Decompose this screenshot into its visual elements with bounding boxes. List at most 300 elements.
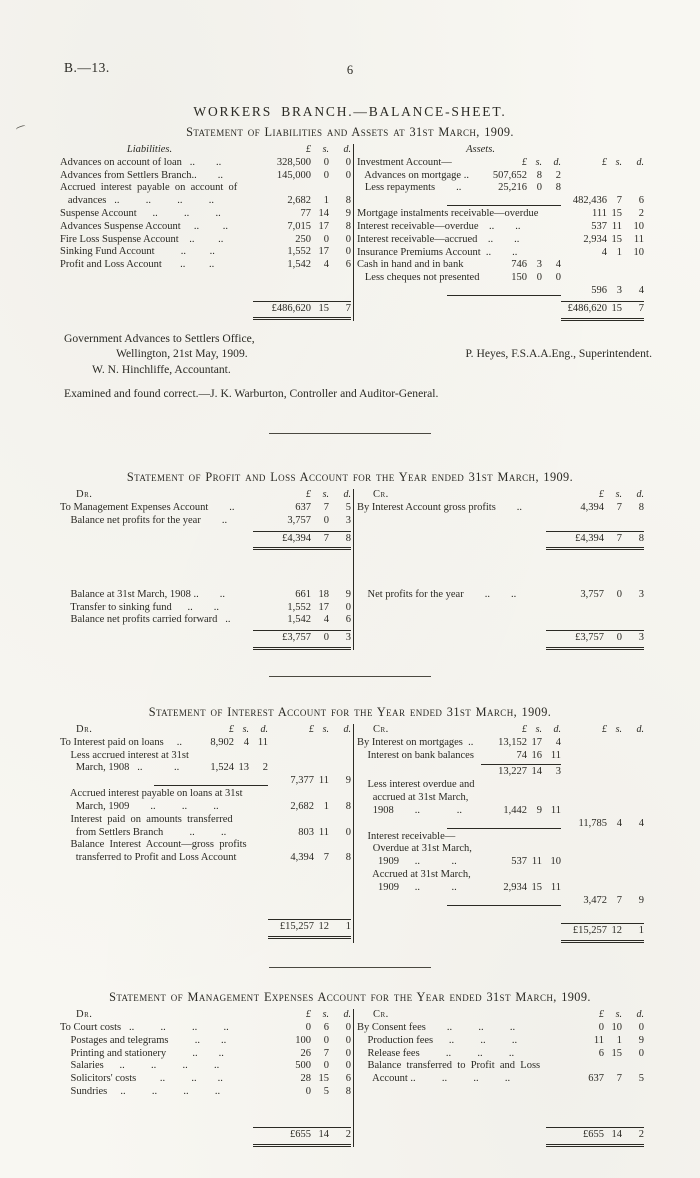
- ledger-line: [357, 856, 644, 869]
- amount-shillings: 14: [311, 1127, 329, 1147]
- ledger-label: By Interest on mortgages ..: [357, 736, 474, 748]
- amount-pence: 0: [345, 1021, 351, 1033]
- section-divider: [269, 433, 431, 434]
- ledger-label: By Consent fees .. .. ..: [357, 1021, 516, 1033]
- carry-rule: [154, 775, 268, 786]
- amount-shillings: 13: [238, 762, 249, 774]
- ledger-line: [357, 221, 644, 234]
- ledger-label: Cr.: [373, 489, 389, 501]
- amount-pence: 8: [329, 531, 351, 551]
- amount-shillings: 0: [536, 272, 542, 284]
- ledger-label: Suspense Account .. .. ..: [60, 207, 221, 219]
- ledger-label: Assets.: [466, 144, 495, 155]
- amount-pounds: £15,257: [561, 923, 607, 943]
- amount-pence: 3: [345, 514, 351, 526]
- amount-pence: 5: [638, 1073, 644, 1085]
- amount-pence: 5: [345, 502, 351, 514]
- ledger-label: Sundries .. .. .. ..: [60, 1085, 221, 1097]
- amount-pence: 9: [345, 588, 351, 600]
- interest-account-title: Statement of Interest Account for the Year ended 31st March, 1909.: [148, 705, 552, 720]
- amount-pence: 0: [345, 1047, 351, 1059]
- amount-shillings: s.: [322, 144, 329, 155]
- amount-shillings: 10: [611, 1021, 622, 1033]
- ledger-line: [357, 818, 644, 831]
- ledger-label: Accrued at 31st March,: [357, 869, 471, 880]
- ledger-line: [357, 531, 644, 551]
- amount-shillings: 4: [323, 614, 329, 626]
- amount-pounds: 4,394: [580, 502, 604, 514]
- amount-pence: 0: [345, 826, 351, 838]
- amount-pence: d.: [343, 724, 351, 736]
- amount-pounds: £: [599, 1009, 604, 1021]
- ledger-line: [60, 724, 351, 737]
- amount-shillings: 11: [318, 775, 329, 787]
- amount-pence: d.: [553, 724, 561, 736]
- amount-pounds: 2,934: [503, 881, 527, 893]
- amount-pence: 0: [345, 246, 351, 258]
- ledger-label: 1909 .. ..: [357, 856, 457, 868]
- ledger-line: [60, 919, 351, 939]
- amount-pence: 0: [345, 156, 351, 168]
- ledger-line: [357, 805, 644, 818]
- amount-pence: 7: [622, 301, 644, 321]
- amount-pence: 4: [555, 736, 561, 748]
- ledger-line: [60, 221, 351, 234]
- liabilities-column: [60, 144, 353, 321]
- amount-pence: 9: [345, 775, 351, 787]
- amount-pounds: £: [602, 156, 607, 168]
- amount-pence: 11: [550, 881, 561, 893]
- ledger-line: [60, 259, 351, 272]
- amount-pounds: 0: [305, 1085, 311, 1097]
- amount-pounds: 1,552: [287, 246, 311, 258]
- amount-pounds: 2,682: [290, 801, 314, 813]
- ledger-line: [60, 144, 351, 157]
- amount-pounds: 74: [516, 749, 527, 761]
- amount-pence: 8: [345, 801, 351, 813]
- ledger-line: [357, 869, 644, 882]
- ledger-line: [357, 259, 644, 272]
- amount-pence: 3: [638, 588, 644, 600]
- amount-pence: d.: [343, 1009, 351, 1021]
- ledger-line: [60, 775, 351, 788]
- amount-pence: 4: [638, 285, 644, 297]
- ledger-line: [60, 515, 351, 528]
- amount-pence: 8: [555, 182, 561, 194]
- amount-pence: 0: [345, 1034, 351, 1046]
- amount-pounds: 11,785: [578, 817, 607, 829]
- amount-pence: d.: [260, 724, 268, 736]
- ledger-line: [60, 865, 351, 878]
- amount-pounds: £: [599, 489, 604, 501]
- amount-pounds: 637: [588, 1073, 604, 1085]
- ledger-line: [60, 157, 351, 170]
- ledger-line: [60, 801, 351, 814]
- ledger-line: [357, 515, 644, 528]
- amount-shillings: s.: [615, 489, 622, 501]
- amount-shillings: 0: [311, 630, 329, 650]
- ledger-label: Solicitors' costs .. .. ..: [60, 1073, 223, 1085]
- amount-pounds: £: [306, 489, 311, 501]
- ledger-line: [60, 272, 351, 285]
- amount-pounds: 1,524: [210, 762, 234, 774]
- amount-shillings: 0: [616, 588, 622, 600]
- ledger-line: [60, 550, 351, 563]
- amount-shillings: 15: [611, 233, 622, 245]
- amount-pence: d.: [343, 144, 351, 155]
- ledger-label: Cr.: [373, 724, 389, 736]
- amount-pounds: 4,394: [290, 852, 314, 864]
- amount-pounds: 13,227: [481, 764, 527, 779]
- amount-pounds: 28: [300, 1073, 311, 1085]
- ledger-label: Accrued interest payable on account of: [60, 182, 238, 194]
- document-reference: B.—13.: [64, 60, 110, 75]
- ledger-line: [357, 630, 644, 650]
- amount-shillings: 5: [323, 1085, 329, 1097]
- carry-rule: [447, 818, 561, 829]
- amount-shillings: 0: [604, 630, 622, 650]
- amount-pounds: 661: [295, 588, 311, 600]
- amount-shillings: 17: [318, 601, 329, 613]
- ledger-line: [357, 779, 644, 792]
- ledger-line: [60, 234, 351, 247]
- amount-pounds: £: [229, 724, 234, 736]
- amount-pounds: £4,394: [546, 531, 604, 551]
- amount-shillings: s.: [242, 724, 249, 736]
- amount-pence: 10: [633, 220, 644, 232]
- amount-shillings: 4: [243, 736, 249, 748]
- amount-shillings: 15: [318, 1073, 329, 1085]
- ledger-label: advances .. .. .. ..: [60, 195, 214, 207]
- ledger-line: [60, 827, 351, 840]
- amount-shillings: 7: [323, 852, 329, 864]
- ledger-line: [60, 589, 351, 602]
- amount-shillings: s.: [535, 724, 542, 736]
- amount-pounds: 500: [295, 1060, 311, 1072]
- amount-shillings: 12: [314, 919, 329, 939]
- amount-pence: d.: [636, 489, 644, 501]
- amount-pounds: £: [309, 724, 314, 736]
- amount-pounds: 26: [300, 1047, 311, 1059]
- ledger-line: [357, 195, 644, 208]
- ledger-label: Balance transferred to Profit and Loss: [357, 1060, 541, 1072]
- ledger-line: [60, 285, 351, 298]
- amount-pence: 1: [622, 923, 644, 943]
- ledger-label: Insurance Premiums Account .. ..: [357, 246, 518, 258]
- amount-pounds: £: [306, 144, 311, 155]
- amount-shillings: 11: [611, 220, 622, 232]
- amount-pounds: 7,015: [287, 220, 311, 232]
- amount-shillings: s.: [615, 156, 622, 168]
- amount-pence: 3: [329, 630, 351, 650]
- amount-shillings: 11: [318, 826, 329, 838]
- signature-row: [64, 346, 700, 362]
- ledger-label: Advances Suspense Account .. ..: [60, 220, 228, 232]
- ledger-line: [60, 208, 351, 221]
- amount-pence: 11: [550, 749, 561, 761]
- ledger-line: [357, 1099, 644, 1112]
- balance-sheet-title: WORKERS BRANCH.—BALANCE-SHEET.: [193, 104, 507, 119]
- amount-pounds: 746: [511, 259, 527, 271]
- management-dr-column: [60, 1009, 353, 1147]
- amount-pounds: 13,152: [498, 736, 527, 748]
- ledger-line: [60, 878, 351, 891]
- ledger-line: [357, 882, 644, 895]
- ledger-label: Cash in hand and in bank: [357, 259, 464, 271]
- amount-shillings: 7: [616, 195, 622, 207]
- amount-shillings: 3: [616, 285, 622, 297]
- amount-pounds: 537: [591, 220, 607, 232]
- ledger-line: [60, 630, 351, 650]
- amount-shillings: 0: [323, 156, 329, 168]
- amount-pence: 3: [542, 764, 561, 779]
- ledger-line: [357, 576, 644, 589]
- ledger-label: Advances on account of loan .. ..: [60, 156, 222, 168]
- superintendent-signature: P. Heyes, F.S.A.A.Eng., Superintendent.: [465, 347, 652, 361]
- amount-shillings: 9: [536, 804, 542, 816]
- ledger-label: Interest paid on amounts transferred: [60, 813, 233, 825]
- section-divider: [269, 676, 431, 677]
- amount-pounds: 537: [511, 856, 527, 868]
- amount-shillings: s.: [322, 1009, 329, 1021]
- ledger-line: [60, 839, 351, 852]
- ledger-line: [60, 1048, 351, 1061]
- ledger-label: Accrued interest payable on loans at 31st: [60, 788, 243, 800]
- ledger-line: [357, 724, 644, 737]
- ledger-line: [357, 247, 644, 260]
- amount-pence: 8: [345, 852, 351, 864]
- amount-shillings: 7: [311, 531, 329, 551]
- ledger-label: Profit and Loss Account .. ..: [60, 259, 215, 271]
- amount-shillings: s.: [615, 724, 622, 736]
- ledger-label: Release fees .. .. ..: [357, 1047, 515, 1059]
- ledger-label: Less cheques not presented: [357, 272, 480, 284]
- amount-pounds: £: [306, 1009, 311, 1021]
- amount-shillings: s.: [322, 724, 329, 736]
- amount-pence: 6: [345, 259, 351, 271]
- amount-pence: 2: [638, 208, 644, 220]
- ledger-line: [60, 1127, 351, 1147]
- ledger-line: [60, 1022, 351, 1035]
- ledger-line: [357, 737, 644, 750]
- amount-pence: 0: [345, 169, 351, 181]
- amount-pounds: £15,257: [268, 919, 314, 939]
- ledger-line: [60, 1099, 351, 1112]
- amount-shillings: 1: [323, 195, 329, 207]
- balance-sheet-section: [0, 104, 700, 321]
- ledger-line: [357, 1073, 644, 1086]
- amount-pence: d.: [636, 156, 644, 168]
- management-expenses-table: [60, 1009, 700, 1147]
- place-date: Wellington, 21st May, 1909.: [116, 347, 248, 361]
- signature-block: [64, 331, 700, 378]
- carry-rule: [447, 285, 561, 296]
- ledger-line: [357, 843, 644, 856]
- amount-pounds: £3,757: [253, 630, 311, 650]
- ledger-line: [60, 750, 351, 763]
- ledger-line: [357, 602, 644, 615]
- amount-pence: 11: [633, 233, 644, 245]
- ledger-label: Salaries .. .. .. ..: [60, 1060, 220, 1072]
- amount-shillings: 6: [323, 1021, 329, 1033]
- ledger-line: [357, 831, 644, 844]
- amount-pence: 0: [345, 1060, 351, 1072]
- amount-pounds: 0: [305, 1021, 311, 1033]
- ledger-label: Net profits for the year .. ..: [357, 588, 517, 600]
- amount-pounds: 25,216: [498, 182, 527, 194]
- amount-pounds: £3,757: [546, 630, 604, 650]
- interest-cr-column: [353, 724, 644, 943]
- amount-pence: 7: [329, 301, 351, 321]
- ledger-label: Less interest overdue and: [357, 779, 475, 791]
- ledger-line: [60, 891, 351, 904]
- ledger-label: Sinking Fund Account .. ..: [60, 246, 215, 258]
- amount-shillings: 15: [311, 301, 329, 321]
- ledger-line: [60, 170, 351, 183]
- ledger-label: Advances on mortgage ..: [357, 169, 469, 181]
- ledger-label: Balance net profits carried forward ..: [60, 614, 231, 626]
- amount-pence: 2: [262, 762, 268, 774]
- amount-pounds: 6: [598, 1047, 604, 1059]
- amount-pounds: 2,682: [287, 195, 311, 207]
- section-divider: [269, 967, 431, 968]
- ledger-line: [357, 1048, 644, 1061]
- ledger-label: Dr.: [76, 489, 93, 501]
- ledger-line: [60, 1073, 351, 1086]
- ledger-line: [60, 489, 351, 502]
- ledger-line: [60, 814, 351, 827]
- carry-rule: [447, 895, 561, 906]
- ledger-line: [60, 1035, 351, 1048]
- amount-shillings: 7: [616, 894, 622, 906]
- ledger-line: [357, 489, 644, 502]
- amount-pounds: 11: [593, 1034, 604, 1046]
- amount-pounds: 637: [295, 502, 311, 514]
- amount-pence: 2: [622, 1127, 644, 1147]
- amount-pence: 0: [638, 1021, 644, 1033]
- ledger-line: [357, 301, 644, 321]
- ledger-line: [60, 737, 351, 750]
- amount-shillings: 1: [616, 1034, 622, 1046]
- amount-pence: 8: [345, 1085, 351, 1097]
- ledger-line: [60, 762, 351, 775]
- ledger-line: [357, 1060, 644, 1073]
- amount-shillings: 8: [536, 169, 542, 181]
- ledger-label: accrued at 31st March,: [357, 792, 469, 804]
- ledger-line: [357, 502, 644, 515]
- auditor-certification: Examined and found correct.—J. K. Warburton, Controller and Auditor-General.: [64, 387, 439, 401]
- amount-pounds: 1,442: [503, 804, 527, 816]
- amount-pence: 4: [638, 817, 644, 829]
- amount-pounds: 328,500: [276, 156, 311, 168]
- amount-shillings: 7: [323, 1047, 329, 1059]
- ledger-line: [60, 903, 351, 916]
- amount-pence: d.: [636, 724, 644, 736]
- amount-pounds: 3,757: [580, 588, 604, 600]
- ledger-label: from Settlers Branch .. ..: [60, 826, 227, 838]
- amount-pence: 3: [622, 630, 644, 650]
- ledger-label: Dr.: [76, 1009, 93, 1021]
- ledger-line: [60, 246, 351, 259]
- amount-shillings: 0: [323, 514, 329, 526]
- ledger-line: [60, 602, 351, 615]
- profit-loss-table: [60, 489, 700, 650]
- ledger-line: [60, 182, 351, 195]
- amount-shillings: 14: [318, 207, 329, 219]
- amount-pounds: 250: [295, 233, 311, 245]
- ledger-label: By Interest Account gross profits ..: [357, 502, 523, 514]
- amount-pence: 9: [638, 894, 644, 906]
- amount-pounds: 507,652: [492, 169, 527, 181]
- ledger-line: [60, 1060, 351, 1073]
- ledger-line: [60, 852, 351, 865]
- amount-shillings: 14: [527, 764, 542, 779]
- amount-shillings: 0: [323, 233, 329, 245]
- ledger-line: [357, 750, 644, 763]
- assets-column: [353, 144, 644, 321]
- amount-pounds: 150: [511, 272, 527, 284]
- interest-account-table: [60, 724, 700, 943]
- amount-pence: 2: [329, 1127, 351, 1147]
- amount-shillings: 17: [318, 246, 329, 258]
- ledger-line: [357, 550, 644, 563]
- amount-pounds: £: [522, 724, 527, 736]
- amount-pounds: 111: [592, 208, 607, 220]
- ledger-line: [60, 1009, 351, 1022]
- ledger-line: [60, 195, 351, 208]
- amount-shillings: 18: [318, 588, 329, 600]
- amount-pence: 6: [345, 1073, 351, 1085]
- ledger-line: [357, 1022, 644, 1035]
- amount-shillings: 12: [607, 923, 622, 943]
- amount-shillings: 14: [604, 1127, 622, 1147]
- amount-pence: 0: [638, 1047, 644, 1059]
- ledger-label: Account .. .. .. ..: [357, 1073, 511, 1085]
- amount-pounds: £: [522, 156, 527, 168]
- ledger-line: [357, 908, 644, 921]
- amount-pounds: 1,542: [287, 614, 311, 626]
- amount-pounds: 1,542: [287, 259, 311, 271]
- amount-pounds: 0: [598, 1021, 604, 1033]
- ledger-line: [357, 792, 644, 805]
- amount-shillings: 7: [616, 502, 622, 514]
- page-number: 6: [346, 63, 354, 77]
- amount-shillings: 3: [536, 259, 542, 271]
- ledger-line: [60, 614, 351, 627]
- ledger-line: [357, 170, 644, 183]
- management-cr-column: [353, 1009, 644, 1147]
- amount-pence: 9: [345, 207, 351, 219]
- ledger-label: Transfer to sinking fund .. ..: [60, 601, 219, 613]
- amount-shillings: 16: [531, 749, 542, 761]
- amount-shillings: 15: [531, 881, 542, 893]
- amount-pounds: 3,757: [287, 514, 311, 526]
- ledger-label: Production fees .. .. ..: [357, 1034, 518, 1046]
- ledger-line: [357, 272, 644, 285]
- amount-pence: 6: [345, 614, 351, 626]
- profit-loss-dr-column: [60, 489, 353, 650]
- interest-account-section: [0, 705, 700, 943]
- ledger-line: [357, 208, 644, 221]
- amount-pence: 4: [555, 259, 561, 271]
- amount-pence: 0: [555, 272, 561, 284]
- ledger-label: transferred to Profit and Loss Account: [60, 852, 237, 864]
- amount-pounds: £4,394: [253, 531, 311, 551]
- ledger-line: [357, 234, 644, 247]
- ledger-label: To Court costs .. .. .. ..: [60, 1021, 229, 1033]
- ledger-line: [60, 788, 351, 801]
- management-expenses-title: Statement of Management Expenses Account for the Year ended 31st March, 1909.: [109, 990, 591, 1005]
